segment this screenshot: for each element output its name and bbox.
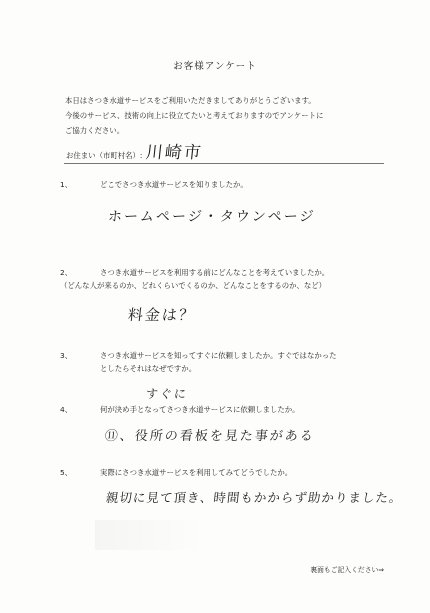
intro-text [65,93,385,138]
question-1-number: 1、 [60,180,73,189]
answer-2-handwritten: 料金は？ [127,306,197,324]
answer-4-handwritten: ⑪、役所の看板を見た事がある [104,429,316,444]
question-2 [60,266,329,292]
intro-line-2: 今後のサービス、技術の向上に役立てたいと考えておりますのでアンケートに [65,111,324,120]
paper-shadow [95,520,205,550]
survey-title: お客様アンケート [173,61,257,72]
question-3 [60,349,337,375]
question-2-number: 2、 [60,268,73,277]
address-label: お住まい（市町村名）: [66,151,143,160]
question-3-text: さつき水道サービスを知ってすぐに依頼しましたか。すぐではなかった [100,351,337,360]
answer-5-handwritten: 親切に見て頂き、時間もかからず助かりました。 [105,490,404,505]
intro-line-3: ご協力ください。 [65,126,125,135]
question-2-subtext: （どんな人が来るのか、どれくらいでくるのか、どんなことをするのか、など） [60,281,327,290]
address-underline [64,163,384,164]
question-2-text: さつき水道サービスを利用する前にどんなことを考えていましたか。 [100,268,330,277]
question-3-number: 3、 [60,351,73,360]
turn-over-note: 裏面もご記入ください⇒ [310,566,384,574]
question-4-number: 4、 [60,405,73,414]
question-5 [60,466,292,479]
question-1 [60,178,248,191]
question-5-text: 実際にさつき水道サービスを利用してみてどうでしたか。 [100,468,293,477]
question-4-text: 何が決め手となってさつき水道サービスに依頼しましたか。 [100,405,300,414]
question-3-subtext: としたらそれはなぜですか。 [100,364,197,373]
intro-line-1: 本日はさつき水道サービスをご利用いただきましてありがとうございます。 [65,96,316,105]
address-answer-handwritten: 川崎市 [144,143,204,163]
question-1-text: どこでさつき水道サービスを知りましたか。 [100,180,248,189]
answer-1-handwritten: ホームページ・タウンページ [107,209,317,225]
question-5-number: 5、 [60,468,73,477]
question-4 [60,403,300,416]
answer-3-handwritten: すぐに [145,387,189,401]
